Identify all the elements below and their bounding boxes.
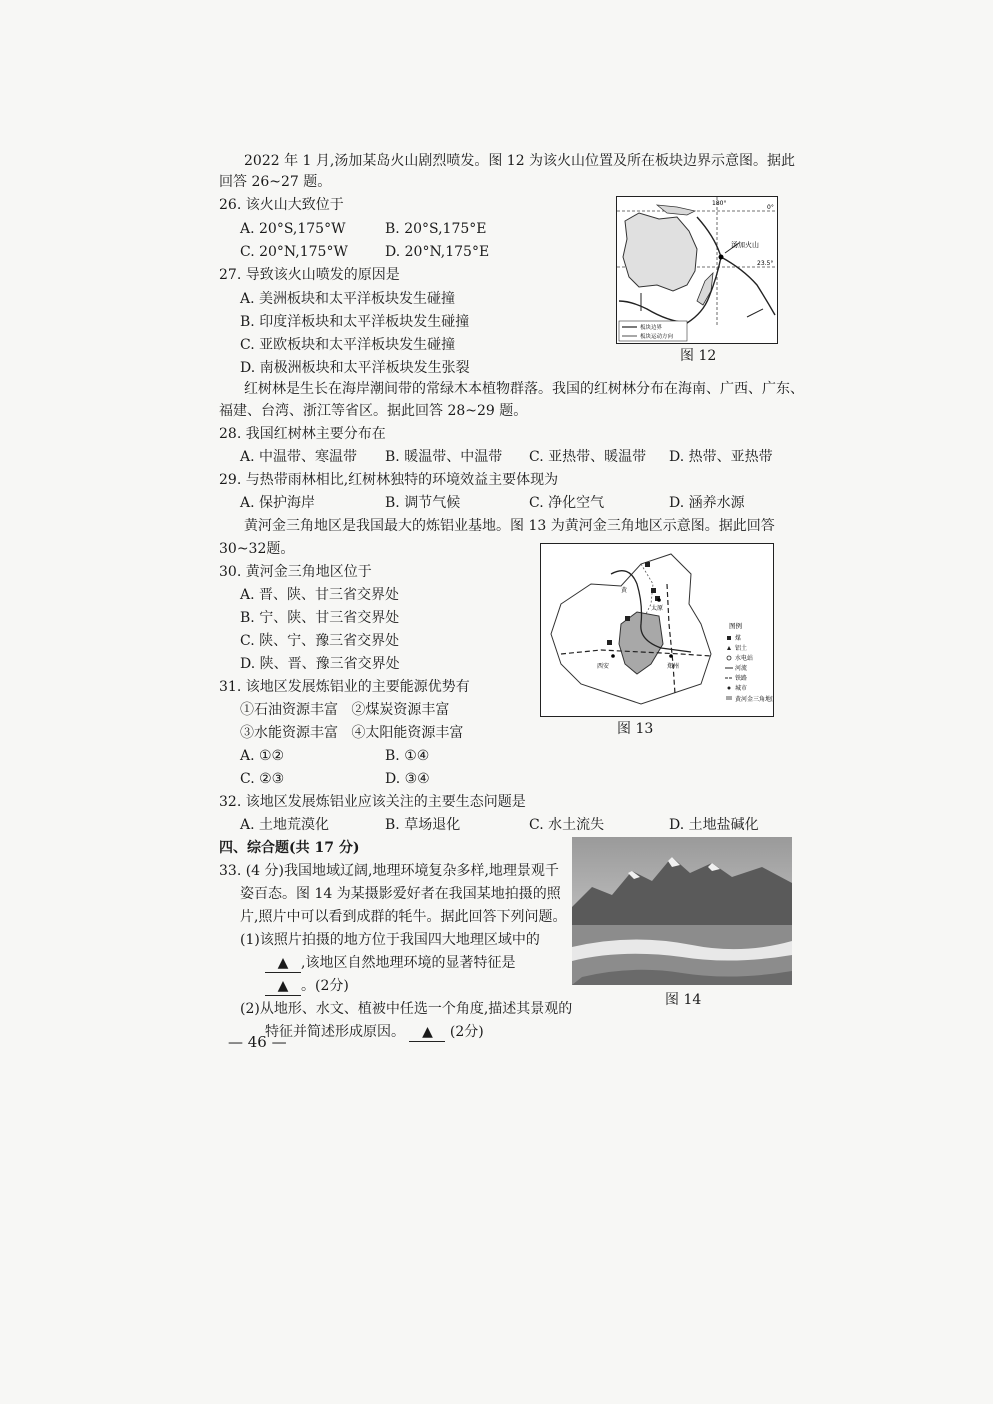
figure-13-map	[540, 543, 774, 717]
q31-stem: 31. 该地区发展炼铝业的主要能源优势有	[219, 679, 470, 695]
intro-28-29-line2: 福建、台湾、浙江等省区。据此回答 28~29 题。	[219, 403, 528, 419]
q31-option-a: A. ①②	[240, 748, 285, 764]
q27-option-c: C. 亚欧板块和太平洋板块发生碰撞	[240, 337, 456, 353]
q33-part2-line2	[265, 1023, 484, 1042]
city-marker-taiyuan	[657, 598, 661, 602]
intro-30-32-line1: 黄河金三角地区是我国最大的炼铝业基地。图 13 为黄河金三角地区示意图。据此回答	[244, 518, 775, 534]
legend-city-swatch	[728, 687, 731, 690]
legend-boundary-label: 板块边界	[640, 325, 663, 331]
q28-option-a: A. 中温带、寒温带	[240, 449, 358, 465]
q29-option-a: A. 保护海岸	[240, 495, 316, 511]
q30-option-c: C. 陕、宁、豫三省交界处	[240, 633, 400, 649]
q27-option-d: D. 南极洲板块和太平洋板块发生张裂	[240, 360, 470, 376]
q32-option-c: C. 水土流失	[529, 817, 605, 833]
q32-stem: 32. 该地区发展炼铝业应该关注的主要生态问题是	[219, 794, 526, 810]
q32-option-b: B. 草场退化	[385, 817, 461, 833]
q31-choices-line1: ①石油资源丰富 ②煤炭资源丰富	[240, 702, 450, 718]
new-guinea-land	[657, 205, 695, 215]
city-label-xian: 西安	[597, 663, 610, 670]
q26-option-a: A. 20°S,175°W	[240, 221, 346, 237]
q28-option-c: C. 亚热带、暖温带	[529, 449, 647, 465]
q28-stem: 28. 我国红树林主要分布在	[219, 426, 386, 442]
legend-area-swatch	[726, 696, 732, 700]
legend-rail: 铁路	[735, 675, 748, 682]
q31-option-c: C. ②③	[240, 771, 285, 787]
q31-option-d: D. ③④	[385, 771, 430, 787]
coal-marker	[651, 588, 656, 593]
intro-26-27-line2: 回答 26~27 题。	[219, 174, 332, 190]
coal-marker	[625, 616, 630, 621]
new-zealand-land	[697, 273, 713, 305]
answer-blank-3[interactable]: ▲	[409, 1023, 445, 1042]
q26-stem: 26. 该火山大致位于	[219, 197, 344, 213]
q32-option-a: A. 土地荒漠化	[240, 817, 330, 833]
q30-option-d: D. 陕、晋、豫三省交界处	[240, 656, 400, 672]
q28-option-d: D. 热带、亚热带	[669, 449, 773, 465]
q26-option-c: C. 20°N,175°W	[240, 244, 348, 260]
q33-line1: 33. (4 分)我国地域辽阔,地理环境复杂多样,地理景观千	[219, 863, 559, 879]
legend-motion-label: 板块运动方向	[640, 334, 674, 340]
q32-option-d: D. 土地盐碱化	[669, 817, 759, 833]
q33-part1-line3-text: 。(2分)	[301, 978, 349, 994]
section-4-heading: 四、综合题(共 17 分)	[219, 840, 360, 856]
legend-hydro-swatch	[727, 656, 731, 660]
q30-option-a: A. 晋、陕、甘三省交界处	[240, 587, 400, 603]
q26-option-d: D. 20°N,175°E	[385, 244, 490, 260]
q33-part1-line3	[265, 977, 349, 996]
city-label-zhengzhou: 郑州	[667, 663, 680, 670]
legend-coal: 煤	[735, 635, 742, 642]
figure-12-svg	[617, 197, 777, 343]
lat-0-label: 0°	[767, 204, 774, 211]
q33-part2-line1: (2)从地形、水文、植被中任选一个角度,描述其景观的	[240, 1001, 573, 1017]
figure-12-caption: 图 12	[680, 348, 717, 364]
answer-blank-1[interactable]: ▲	[265, 954, 301, 973]
figure-14-caption: 图 14	[665, 992, 702, 1008]
q28-option-b: B. 暖温带、中温带	[385, 449, 503, 465]
q30-option-b: B. 宁、陕、甘三省交界处	[240, 610, 400, 626]
q33-part1-line2	[265, 954, 515, 973]
q33-line2: 姿百态。图 14 为某摄影爱好者在我国某地拍摄的照	[240, 886, 561, 902]
volcano-label: 汤加火山	[731, 241, 759, 249]
intro-26-27-line1: 2022 年 1 月,汤加某岛火山剧烈喷发。图 12 为该火山位置及所在板块边界示意图。据此	[244, 153, 796, 169]
q29-option-c: C. 净化空气	[529, 495, 605, 511]
answer-blank-2[interactable]: ▲	[265, 977, 301, 996]
figure-13-svg	[541, 544, 773, 716]
volcano-marker	[719, 255, 724, 260]
figure-14-svg	[572, 837, 792, 985]
city-marker-zhengzhou	[669, 654, 673, 658]
page-number: — 46 —	[228, 1033, 287, 1051]
q30-stem: 30. 黄河金三角地区位于	[219, 564, 372, 580]
q33-part2-line2-post: (2分)	[449, 1024, 484, 1040]
figure-14-photo	[572, 837, 792, 985]
q31-choices-line2: ③水能资源丰富 ④太阳能资源丰富	[240, 725, 464, 741]
q33-part1-line2-text: ,该地区自然地理环境的显著特征是	[301, 955, 516, 971]
q33-line3: 片,照片中可以看到成群的牦牛。据此回答下列问题。	[240, 909, 567, 925]
city-marker-xian	[611, 654, 615, 658]
motion-arrow-se	[747, 309, 763, 317]
legend-area: 黄河金三角地区	[735, 696, 773, 703]
q27-option-a: A. 美洲板块和太平洋板块发生碰撞	[240, 291, 456, 307]
coal-marker	[645, 562, 650, 567]
intro-28-29-line1: 红树林是生长在海岸潮间带的常绿木本植物群落。我国的红树林分布在海南、广西、广东、	[244, 381, 804, 397]
lat-tropic-label: 23.5°	[757, 260, 774, 267]
fig13-legend-title: 图例	[729, 622, 742, 630]
q27-option-b: B. 印度洋板块和太平洋板块发生碰撞	[240, 314, 470, 330]
q26-option-b: B. 20°S,175°E	[385, 221, 487, 237]
q33-part1-line1: (1)该照片拍摄的地方位于我国四大地理区域中的	[240, 932, 540, 948]
legend-bauxite: 铝土	[735, 645, 748, 652]
q29-option-d: D. 涵养水源	[669, 495, 745, 511]
legend-hydro: 水电站	[735, 655, 754, 662]
legend-bauxite-swatch	[727, 646, 731, 650]
q27-stem: 27. 导致该火山喷发的原因是	[219, 267, 400, 283]
australia-land	[623, 213, 697, 291]
figure-13-caption: 图 13	[617, 721, 654, 737]
q29-option-b: B. 调节气候	[385, 495, 461, 511]
river-label: 黄	[621, 587, 628, 594]
q29-stem: 29. 与热带雨林相比,红树林独特的环境效益主要体现为	[219, 472, 559, 488]
intro-30-32-line2: 30~32题。	[219, 541, 295, 557]
city-label-taiyuan: 太原	[651, 605, 664, 612]
legend-river: 河流	[735, 665, 748, 672]
legend-coal-swatch	[727, 636, 731, 640]
figure-12-map	[616, 196, 778, 344]
lon-180-label: 180°	[712, 200, 727, 207]
q31-option-b: B. ①④	[385, 748, 430, 764]
legend-city: 城市	[735, 685, 748, 692]
coal-marker	[607, 640, 612, 645]
q33-part2-line2-text: 特征并简述形成原因。	[265, 1024, 405, 1040]
